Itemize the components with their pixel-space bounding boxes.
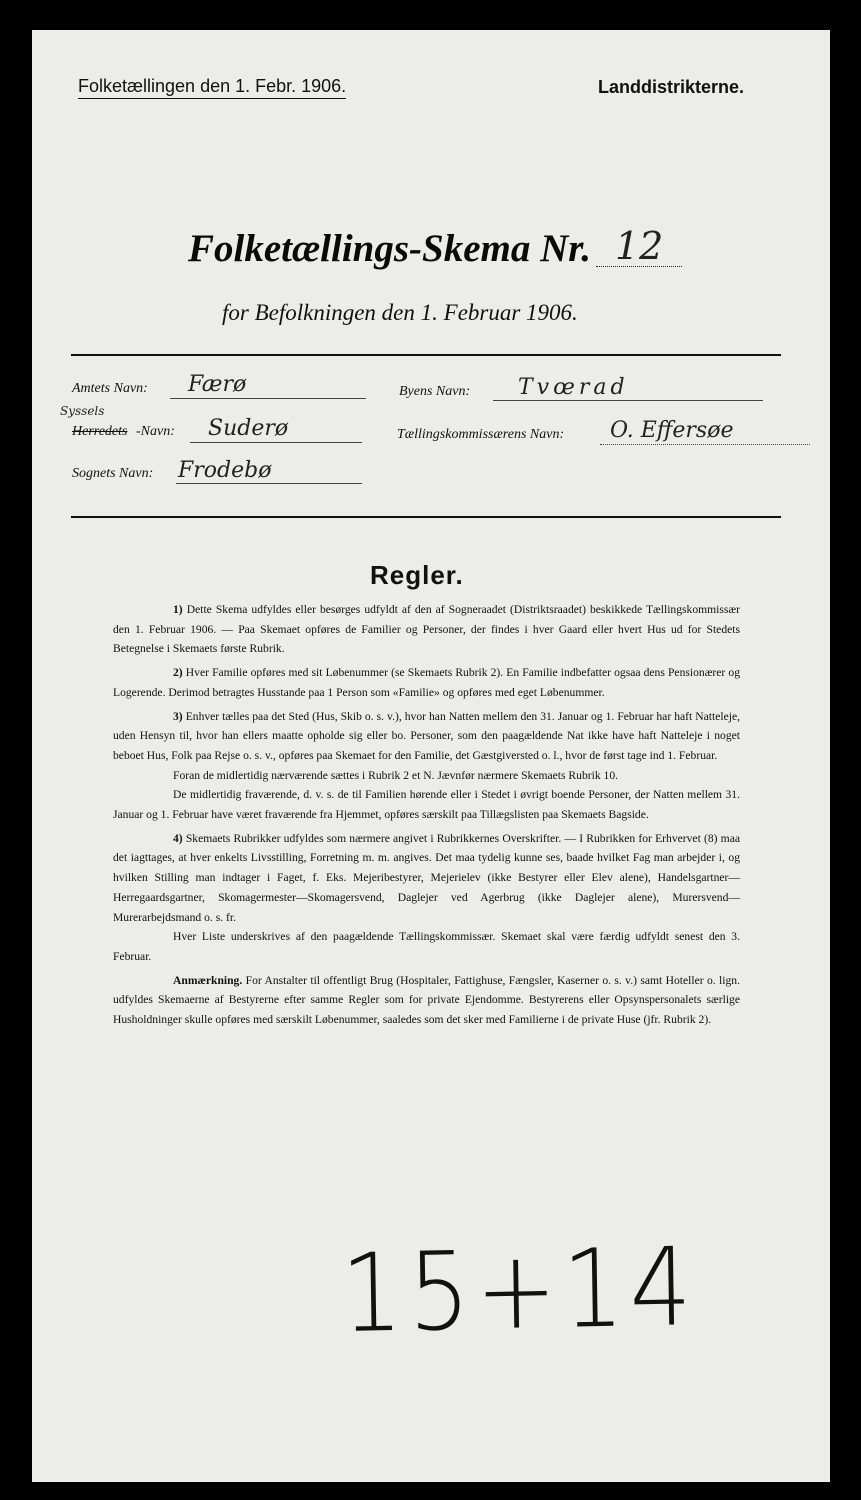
rule-3-para-2: Foran de midlertidig nærværende sættes i Rubrik 2 et N. Jævnfør nærmere Skemaets Rubrik 10. [173, 768, 619, 782]
herred-line [190, 442, 362, 443]
rule-3-para-3: De midlertidig fraværende, d. v. s. de til Familien hørende eller i Stedet i øvrigt boende Personer, der Natten mellem 31. Januar og 1. Februar have været fraværende fra Hjemmet, opføres særskilt paa Tillægslisten paa Skemaets Bagside. [113, 788, 740, 822]
divider-top [71, 354, 781, 356]
kommissaer-label: Tællingskommissærens Navn: [397, 427, 565, 442]
rules-heading: Regler. [370, 560, 464, 590]
pencil-annotation: 15+14 [340, 1225, 698, 1357]
kommissaer-line [600, 444, 810, 445]
form-number: 12 [615, 224, 664, 268]
sogn-line [176, 483, 362, 484]
rule-2 [113, 663, 740, 702]
sogn-label: Sognets Navn: [72, 466, 154, 481]
rule-2-number: 2) [173, 666, 183, 680]
herred-label-suffix: -Navn: [136, 424, 175, 439]
rule-2-text: Hver Familie opføres med sit Løbenummer (se Skemaets Rubrik 2). En Familie indbefatter ogsaa dens Pensionærer og Logerende. Derimod betragtes Husstande paa 1 Person som «Familie» og opføres med eget Løbenummer. [113, 666, 740, 699]
form-subtitle: for Befolkningen den 1. Februar 1906. [222, 300, 578, 325]
divider-bottom [71, 516, 781, 518]
rule-3 [113, 707, 740, 766]
rule-4-text: Skemaets Rubrikker udfyldes som nærmere angivet i Rubrikkernes Overskrifter. — I Rubrikken for Erhvervet (8) maa det iagttages, at hver enkelts Livsstilling, Forretning m. m. angives. Det maa tydelig kunne ses, baade hvilket Fag man arbejder i, og hvilken Stilling man indtager i Faget, f. Eks. Mejeribestyrer, Mejerielev (ikke Bestyrer eller Elev alene), Handelsgartner—Herregaardsgartner, Skomagermester—Skomagersvend, Daglejer ved Agerbrug (ikke Daglejer alene), Murersvend—Murerarbejdsmand o. s. fr. [113, 831, 740, 924]
note [113, 971, 740, 1030]
amt-label: Amtets Navn: [72, 381, 148, 396]
byens-value: Tvœrad [518, 375, 629, 400]
amt-line [170, 398, 366, 399]
rule-1-text: Dette Skema udfyldes eller besørges udfyldt af den af Sogneraadet (Distriktsraadet) beskikkede Tællingskommissær den 1. Februar 1906. — Paa Skemaet opføres de Familier og Personer, der findes i hver Gaard eller hvert Hus ud for Stedets Betegnelse i Skemaets første Rubrik. [113, 603, 740, 656]
amt-value: Færø [188, 372, 247, 397]
rule-4-para-2: Hver Liste underskrives af den paagældende Tællingskommissær. Skemaet skal være færdig udfyldt senest den 3. Februar. [113, 930, 740, 963]
rule-4-number: 4) [173, 831, 183, 845]
district-type: Landdistrikterne. [598, 77, 745, 97]
syssel-handwritten-label: Syssels [60, 404, 105, 418]
rule-3-number: 3) [173, 709, 183, 723]
note-text: For Anstalter til offentligt Brug (Hospitaler, Fattighuse, Fængsler, Kaserner o. s. v.) samt Hoteller o. lign. udfyldes Skemaerne af Bestyrerne efter samme Regler som for private Ejendomme. Bestyrerens eller Opsynspersonalets særlige Husholdninger skulle opføres med særskilt Løbenummer, saaledes som det sker med Familierne i de private Huse (jfr. Rubrik 2). [113, 973, 740, 1027]
herred-value: Suderø [208, 416, 289, 441]
rule-1-number: 1) [173, 603, 183, 616]
form-title: Folketællings-Skema Nr. [188, 227, 592, 270]
rules-body [113, 600, 740, 1034]
census-header: Folketællingen den 1. Febr. 1906. [78, 76, 346, 99]
rule-1 [113, 600, 740, 659]
byens-label: Byens Navn: [399, 384, 471, 399]
rule-4 [113, 829, 740, 928]
kommissaer-value: O. Effersøe [610, 418, 734, 443]
byens-line [493, 400, 763, 401]
rule-3-text: Enhver tælles paa det Sted (Hus, Skib o. s. v.), hvor han Natten mellem den 31. Januar og 1. Februar har haft Natteleje, uden Hensyn til, hvor han ellers maatte opholde sig eller bo. Personer, som den paagældende Nat ikke have haft Natteleje i noget beboet Hus, Folk paa Rejse o. s. v., opføres paa Skemaet for den Familie, det Gæstgiversted o. l., hvor de først tage ind 1. Februar. [113, 709, 740, 762]
herred-label-struck: Herredets [72, 424, 128, 439]
note-label: Anmærkning. [173, 973, 243, 987]
sogn-value: Frodebø [178, 458, 272, 483]
